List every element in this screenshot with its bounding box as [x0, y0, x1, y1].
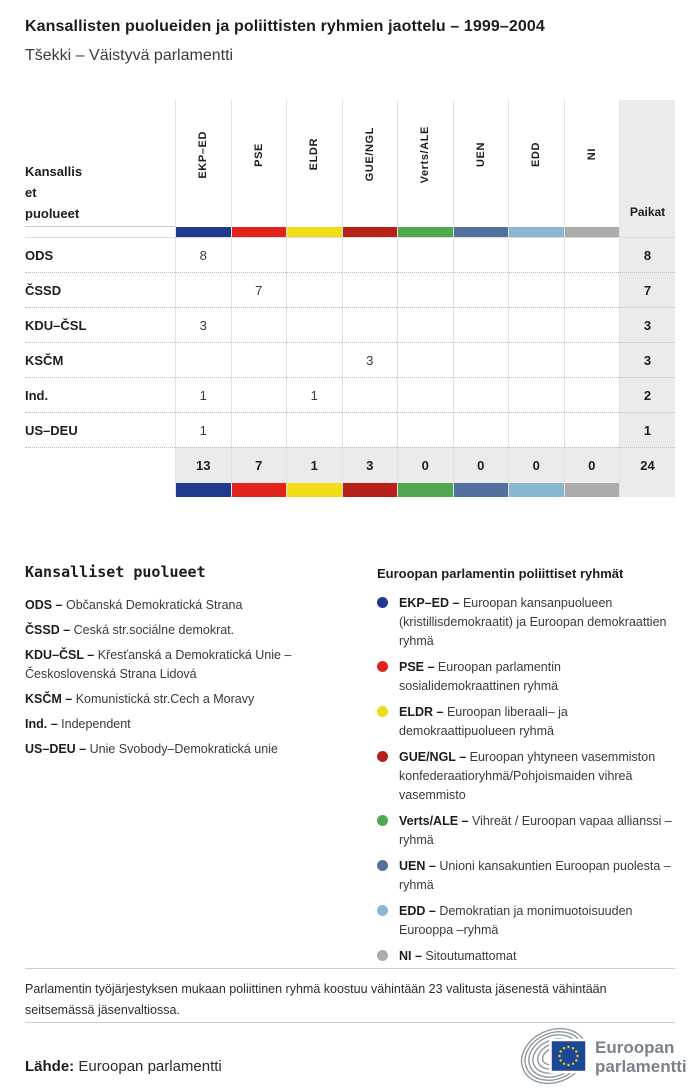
cell-seats: 3 — [619, 342, 675, 377]
group-color-bar-uen — [453, 483, 509, 497]
party-name: Křesťanská a Demokratická Unie – Československá Strana Lidová — [25, 648, 292, 681]
party-row-label: KSČM — [25, 342, 175, 377]
group-color-bar-ekp-ed — [175, 227, 231, 237]
group-name: Euroopan parlamentin sosialidemokraattinen ryhmä — [399, 660, 561, 693]
corner-header-line: et — [25, 185, 37, 200]
column-header-verts-ale — [397, 100, 453, 227]
group-color-dot — [377, 751, 388, 762]
group-color-bar-pse — [231, 227, 287, 237]
cell-value — [175, 342, 231, 377]
cell-value — [231, 342, 287, 377]
cell-value — [231, 307, 287, 342]
party-abbr: KSČM – — [25, 692, 73, 706]
column-header-label: NI — [585, 148, 598, 161]
column-header-ekp-ed — [175, 100, 231, 227]
group-color-dot — [377, 597, 388, 608]
cell-value: 8 — [175, 237, 231, 272]
legend-parties-heading: Kansalliset puolueet — [25, 563, 206, 581]
group-name: Euroopan liberaali– ja demokraattipuolueen ryhmä — [399, 705, 568, 738]
legend-political-groups — [377, 566, 677, 973]
footer-bar-spacer — [25, 483, 175, 497]
group-description — [399, 947, 516, 966]
cell-value — [453, 412, 509, 447]
page-subtitle: Tšekki – Väistyvä parlamentti — [25, 47, 234, 64]
party-name: Independent — [61, 717, 131, 731]
cell-seats: 2 — [619, 377, 675, 412]
group-name: Demokratian ja monimuotoisuuden Eurooppa –ryhmä — [399, 904, 633, 937]
cell-value — [397, 342, 453, 377]
corner-header-line: Kansallis — [25, 164, 83, 179]
legend-groups-heading: Euroopan parlamentin poliittiset ryhmät — [377, 566, 624, 581]
legend-party-entry — [25, 715, 363, 734]
total-value: 13 — [175, 447, 231, 483]
source-text: Euroopan parlamentti — [78, 1058, 222, 1075]
group-color-bar-pse — [231, 483, 287, 497]
totals-row-label — [25, 447, 175, 483]
group-color-bar-gue-ngl — [342, 483, 398, 497]
cell-seats: 1 — [619, 412, 675, 447]
cell-value — [342, 377, 398, 412]
total-seats: 24 — [619, 447, 675, 483]
party-name: Ceská str.sociálne demokrat. — [73, 623, 235, 637]
column-header-edd — [508, 100, 564, 227]
cell-value — [564, 272, 620, 307]
group-color-dot — [377, 815, 388, 826]
column-header-pse — [231, 100, 287, 227]
group-color-dot — [377, 860, 388, 871]
group-color-bar-verts-ale — [397, 227, 453, 237]
divider — [25, 968, 675, 969]
divider — [25, 1022, 675, 1023]
group-color-dot — [377, 661, 388, 672]
cell-value — [564, 307, 620, 342]
group-description — [399, 703, 677, 741]
group-color-bar-verts-ale — [397, 483, 453, 497]
group-name: Euroopan kansanpuolueen (kristillisdemokraatit) ja Euroopan demokraattien ryhmä — [399, 596, 667, 648]
cell-value: 1 — [175, 412, 231, 447]
total-value: 0 — [508, 447, 564, 483]
cell-value — [564, 377, 620, 412]
group-description — [399, 812, 677, 850]
group-color-bar-eldr — [286, 227, 342, 237]
legend-group-entry — [377, 703, 677, 741]
cell-value — [286, 237, 342, 272]
legend-party-entry — [25, 690, 363, 709]
group-name: Unioni kansakuntien Euroopan puolesta – ryhmä — [399, 859, 671, 892]
cell-value: 7 — [231, 272, 287, 307]
party-row-label: KDU–ČSL — [25, 307, 175, 342]
group-color-bar-edd — [508, 483, 564, 497]
logo-text-line2: parlamentti — [595, 1057, 686, 1076]
total-value: 7 — [231, 447, 287, 483]
cell-value — [508, 307, 564, 342]
header-bar-seats-spacer — [619, 227, 675, 237]
group-description — [399, 902, 677, 940]
cell-value — [286, 307, 342, 342]
cell-value — [397, 377, 453, 412]
party-abbr: ČSSD – — [25, 623, 71, 637]
group-color-dot — [377, 706, 388, 717]
group-abbr: Verts/ALE – — [399, 814, 469, 828]
party-row-label: ČSSD — [25, 272, 175, 307]
group-color-bar-uen — [453, 227, 509, 237]
group-abbr: GUE/NGL – — [399, 750, 467, 764]
footnote: Parlamentin työjärjestyksen mukaan poliittinen ryhmä koostuu vähintään 23 valitusta jäsenestä vähintään seitsemässä jäsenvaltiossa. — [25, 982, 607, 1017]
legend-group-entry — [377, 902, 677, 940]
cell-value — [508, 377, 564, 412]
party-abbr: US–DEU – — [25, 742, 87, 756]
group-abbr: EDD – — [399, 904, 436, 918]
cell-value — [286, 342, 342, 377]
group-description — [399, 748, 677, 805]
cell-value — [564, 342, 620, 377]
legend-group-entry — [377, 594, 677, 651]
group-description — [399, 857, 677, 895]
group-abbr: EKP–ED – — [399, 596, 460, 610]
logo-text-line1: Euroopan — [595, 1038, 675, 1057]
legend-group-entry — [377, 947, 677, 966]
column-header-label: ELDR — [308, 138, 321, 171]
column-header-gue-ngl — [342, 100, 398, 227]
party-abbr: ODS – — [25, 598, 63, 612]
legend-party-entry — [25, 646, 363, 684]
total-value: 0 — [453, 447, 509, 483]
total-value: 3 — [342, 447, 398, 483]
legend-group-entry — [377, 748, 677, 805]
column-header-uen — [453, 100, 509, 227]
group-color-bar-ekp-ed — [175, 483, 231, 497]
cell-value — [453, 237, 509, 272]
group-color-bar-ni — [564, 227, 620, 237]
party-abbr: KDU–ČSL – — [25, 648, 95, 662]
cell-value — [453, 307, 509, 342]
total-value: 0 — [564, 447, 620, 483]
group-abbr: NI – — [399, 949, 422, 963]
cell-value — [231, 377, 287, 412]
cell-value — [564, 412, 620, 447]
total-value: 1 — [286, 447, 342, 483]
legend-national-parties — [25, 563, 363, 765]
group-abbr: UEN – — [399, 859, 436, 873]
party-row-label: ODS — [25, 237, 175, 272]
cell-value — [508, 272, 564, 307]
group-color-dot — [377, 905, 388, 916]
cell-value — [508, 342, 564, 377]
column-header-label: GUE/NGL — [363, 127, 376, 182]
page-title: Kansallisten puolueiden ja poliittisten ryhmien jaottelu – 1999–2004 — [25, 18, 545, 35]
column-header-label: EKP–ED — [197, 130, 210, 179]
party-name: Unie Svobody–Demokratická unie — [89, 742, 278, 756]
column-header-label: Verts/ALE — [419, 125, 432, 184]
cell-value: 3 — [342, 342, 398, 377]
cell-value — [397, 272, 453, 307]
group-color-bar-eldr — [286, 483, 342, 497]
european-parliament-logo — [514, 1026, 686, 1091]
ep-logo-graphic — [514, 1026, 686, 1086]
party-name: Občanská Demokratická Strana — [66, 598, 243, 612]
group-description — [399, 594, 677, 651]
cell-value — [453, 342, 509, 377]
cell-value — [453, 272, 509, 307]
party-abbr: Ind. – — [25, 717, 58, 731]
cell-seats: 3 — [619, 307, 675, 342]
group-name: Euroopan yhtyneen vasemmiston konfederaatioryhmä/Pohjoismaiden vihreä vasemmisto — [399, 750, 656, 802]
cell-seats: 7 — [619, 272, 675, 307]
legend-party-entry — [25, 596, 363, 615]
cell-value — [231, 412, 287, 447]
cell-value — [342, 412, 398, 447]
group-color-bar-ni — [564, 483, 620, 497]
column-header-paikat — [619, 100, 675, 227]
total-value: 0 — [397, 447, 453, 483]
paikat-header-label: Paikat — [629, 205, 666, 219]
group-color-dot — [377, 950, 388, 961]
cell-value — [342, 307, 398, 342]
group-abbr: PSE – — [399, 660, 435, 674]
cell-value — [175, 272, 231, 307]
corner-header-line: puolueet — [25, 206, 80, 221]
cell-value — [286, 412, 342, 447]
legend-group-entry — [377, 812, 677, 850]
cell-value: 1 — [286, 377, 342, 412]
column-header-ni — [564, 100, 620, 227]
group-color-bar-edd — [508, 227, 564, 237]
cell-value — [453, 377, 509, 412]
seat-distribution-table — [25, 100, 675, 497]
party-row-label: Ind. — [25, 377, 175, 412]
cell-value — [508, 412, 564, 447]
cell-value — [397, 412, 453, 447]
cell-value — [342, 237, 398, 272]
legend-group-entry — [377, 658, 677, 696]
footer-bar-seats-spacer — [619, 483, 675, 497]
group-name: Vihreät / Euroopan vapaa allianssi – ryhmä — [399, 814, 672, 847]
column-header-label: PSE — [252, 142, 265, 167]
legend-party-entry — [25, 621, 363, 640]
header-bar-spacer — [25, 227, 175, 237]
cell-value — [508, 237, 564, 272]
group-description — [399, 658, 677, 696]
legend-group-entry — [377, 857, 677, 895]
table-corner-header — [25, 100, 175, 227]
column-header-label: UEN — [474, 141, 487, 168]
cell-seats: 8 — [619, 237, 675, 272]
cell-value — [342, 272, 398, 307]
cell-value — [397, 237, 453, 272]
source-line — [25, 1058, 222, 1075]
cell-value: 3 — [175, 307, 231, 342]
eu-flag — [551, 1040, 587, 1072]
cell-value — [564, 237, 620, 272]
column-header-label: EDD — [530, 141, 543, 168]
party-row-label: US–DEU — [25, 412, 175, 447]
party-name: Komunistická str.Cech a Moravy — [75, 692, 255, 706]
group-abbr: ELDR – — [399, 705, 444, 719]
group-color-bar-gue-ngl — [342, 227, 398, 237]
cell-value — [397, 307, 453, 342]
column-header-eldr — [286, 100, 342, 227]
legend-party-entry — [25, 740, 363, 759]
cell-value — [231, 237, 287, 272]
source-label: Lähde: — [25, 1058, 75, 1075]
group-name: Sitoutumattomat — [425, 949, 517, 963]
cell-value — [286, 272, 342, 307]
cell-value: 1 — [175, 377, 231, 412]
